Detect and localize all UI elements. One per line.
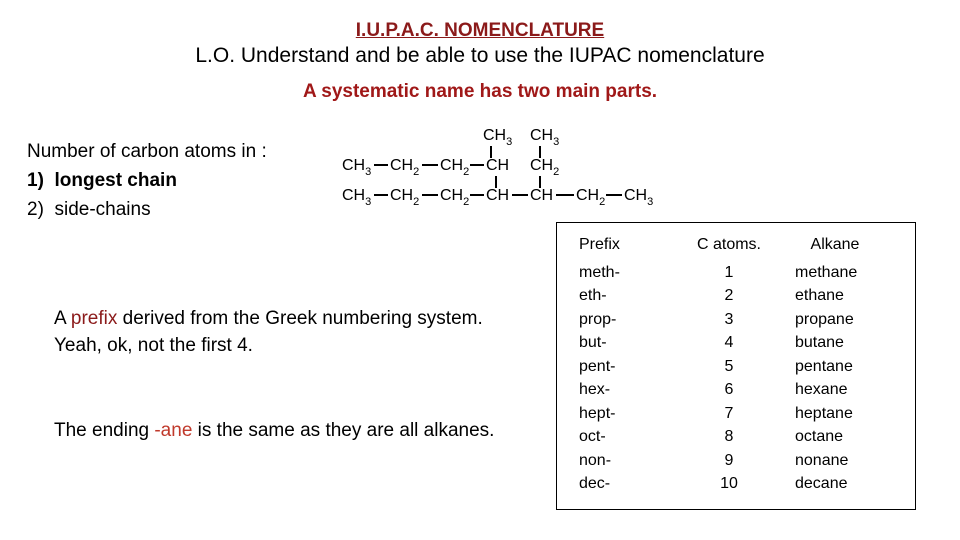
column-header: C atoms.: [696, 236, 761, 253]
ending-note: [54, 417, 514, 444]
column-header: Alkane: [810, 236, 860, 253]
note-text: derived from the Greek numbering system. Yeah, ok, not the first 4.: [54, 308, 483, 356]
table-cell: hept-: [579, 404, 616, 422]
table-cell: prop-: [579, 310, 617, 328]
group-ch2: $CH_2$: [440, 187, 470, 208]
table-cell: 3: [724, 310, 734, 328]
group-ch2: $CH_2$: [576, 187, 606, 208]
table-cell: 9: [724, 451, 734, 469]
table-cell: hexane: [795, 381, 848, 398]
group-ch3: $CH_3$: [624, 187, 654, 208]
group-ch2: $CH_2$: [440, 157, 470, 178]
group-ch2: $CH_2$: [390, 157, 420, 178]
carbon-count-list: [27, 137, 267, 224]
table-cell: 5: [724, 357, 734, 375]
note-text: A: [54, 308, 71, 329]
prefix-column: [579, 233, 620, 496]
list-item-label: side-chains: [54, 199, 151, 220]
table-cell: pent-: [579, 357, 616, 375]
table-cell: 10: [720, 475, 738, 492]
table-cell: 4: [724, 334, 734, 351]
table-cell: eth-: [579, 287, 607, 304]
page-title: I.U.P.A.C. NOMENCLATURE: [355, 20, 605, 41]
group-ch3: $CH_3$: [530, 127, 560, 148]
table-cell: hex-: [579, 381, 611, 398]
table-cell: 8: [724, 428, 734, 445]
table-cell: decane: [795, 475, 848, 492]
group-ch3: $CH_3$: [342, 157, 372, 178]
table-cell: ethane: [795, 287, 844, 304]
table-cell: 6: [724, 381, 734, 398]
table-cell: but-: [579, 334, 607, 351]
list-marker: 2): [27, 199, 44, 220]
carbon-count-intro: Number of carbon atoms in :: [27, 141, 267, 162]
list-marker: 1): [27, 170, 44, 191]
table-cell: 1: [724, 263, 734, 281]
table-cell: methane: [795, 263, 858, 281]
alkane-table: [556, 222, 916, 510]
list-item-label: longest chain: [54, 170, 177, 191]
group-ch3: $CH_3$: [342, 187, 372, 208]
table-cell: octane: [795, 428, 844, 445]
group-ch2: $CH_2$: [390, 187, 420, 208]
group-ch: CH: [486, 157, 510, 174]
alkane-column: [795, 233, 875, 496]
group-ch: CH: [486, 187, 510, 204]
table-cell: non-: [579, 451, 612, 469]
note-text: The ending: [54, 420, 155, 441]
prefix-note: [54, 305, 514, 359]
table-cell: butane: [795, 334, 844, 351]
group-ch3: $CH_3$: [483, 127, 513, 148]
subtitle: A systematic name has two main parts.: [302, 81, 658, 102]
table-cell: propane: [795, 310, 854, 328]
list-item-side-chains: [27, 195, 267, 224]
list-item-longest-chain: [27, 166, 267, 195]
group-ch2: $CH_2$: [530, 157, 560, 178]
note-text: is the same as they are all alkanes.: [192, 420, 495, 441]
column-header: Prefix: [579, 236, 620, 253]
highlight-word: -ane: [154, 420, 193, 441]
group-ch: CH: [530, 187, 554, 204]
table-cell: dec-: [579, 475, 611, 492]
table-cell: meth-: [579, 263, 620, 281]
table-cell: nonane: [795, 451, 849, 469]
learning-objective: L.O. Understand and be able to use the IUPAC nomenclature: [195, 44, 765, 67]
table-cell: 2: [724, 287, 734, 304]
table-cell: pentane: [795, 357, 853, 375]
structural-formula: [330, 112, 670, 222]
highlight-word: prefix: [70, 308, 118, 329]
carbon-count-column: [689, 233, 769, 496]
table-cell: oct-: [579, 428, 606, 445]
table-cell: heptane: [795, 404, 853, 422]
table-cell: 7: [724, 404, 734, 422]
